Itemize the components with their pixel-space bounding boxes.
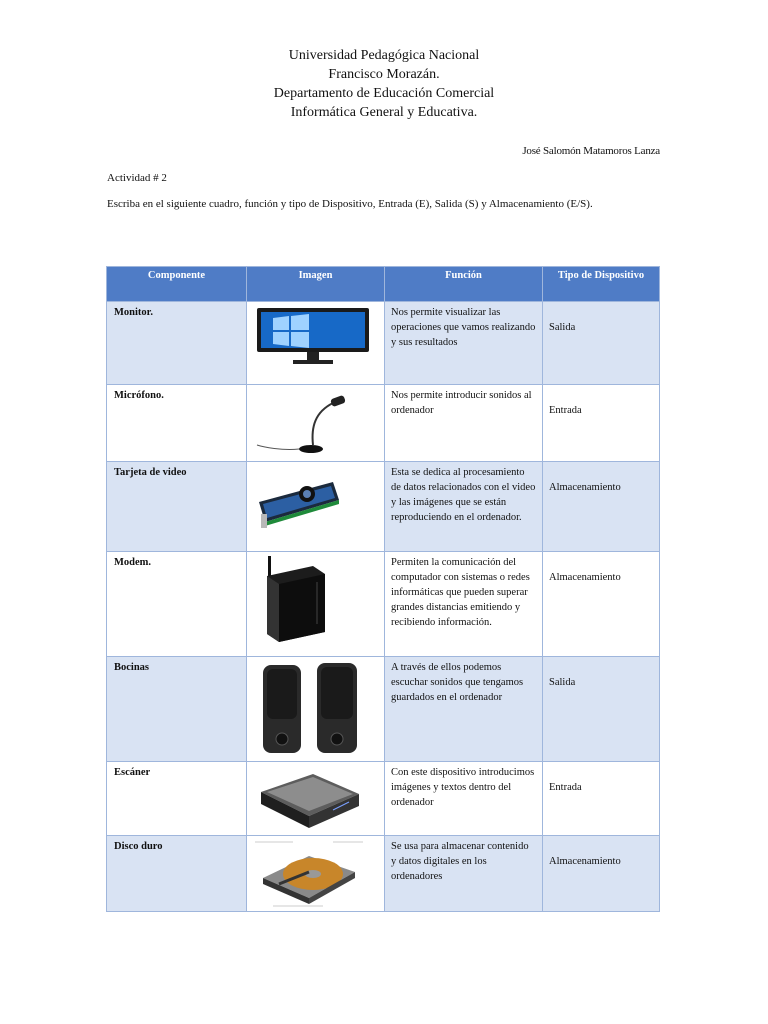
- header-image: Imagen: [247, 267, 385, 302]
- university-subtitle: Francisco Morazán.: [328, 67, 440, 82]
- hard-disk-image: [253, 838, 365, 910]
- function-cell: Permiten la comunicación del computador con sistemas o redes informáticas que pueden superar grandes distancias emitiendo y recibiendo información.: [385, 552, 543, 657]
- monitor-image: [253, 304, 373, 368]
- function-cell: Se usa para almacenar contenido y datos digitales en los ordenadores: [385, 836, 543, 912]
- type-cell: Almacenamiento: [543, 462, 660, 552]
- document-header: [0, 46, 768, 122]
- function-cell: Esta se dedica al procesamiento de datos relacionados con el video y las imágenes que se están reproduciendo en el ordenador.: [385, 462, 543, 552]
- type-cell: Entrada: [543, 385, 660, 462]
- component-cell: Escáner: [107, 762, 247, 836]
- image-cell: [247, 836, 385, 912]
- image-cell: [247, 385, 385, 462]
- function-cell: Nos permite introducir sonidos al ordenador: [385, 385, 543, 462]
- university-name: Universidad Pedagógica Nacional: [288, 48, 480, 63]
- image-cell: [247, 302, 385, 385]
- function-cell: Con este dispositivo introducimos imágenes y textos dentro del ordenador: [385, 762, 543, 836]
- function-cell: A través de ellos podemos escuchar sonidos que tengamos guardados en el ordenador: [385, 657, 543, 762]
- department-name: Departamento de Educación Comercial: [273, 86, 495, 101]
- table-row: [107, 657, 660, 762]
- function-cell: Nos permite visualizar las operaciones que vamos realizando y sus resultados: [385, 302, 543, 385]
- author-name: José Salomón Matamoros Lanza: [522, 145, 660, 157]
- scanner-image: [253, 764, 365, 834]
- instructions-text: Escriba en el siguiente cuadro, función y tipo de Dispositivo, Entrada (E), Salida (S) y Almacenamiento (E/S).: [107, 198, 593, 210]
- component-cell: Disco duro: [107, 836, 247, 912]
- header-component: Componente: [107, 267, 247, 302]
- speakers-image: [253, 659, 365, 759]
- header-type: Tipo de Dispositivo: [543, 267, 660, 302]
- component-cell: Bocinas: [107, 657, 247, 762]
- video-card-image: [253, 464, 343, 544]
- image-cell: [247, 552, 385, 657]
- table-row: [107, 385, 660, 462]
- component-cell: Modem.: [107, 552, 247, 657]
- modem-image: [253, 554, 333, 646]
- type-cell: Salida: [543, 302, 660, 385]
- component-cell: Monitor.: [107, 302, 247, 385]
- component-cell: Micrófono.: [107, 385, 247, 462]
- table-row: [107, 302, 660, 385]
- course-name: Informática General y Educativa.: [290, 105, 478, 120]
- type-cell: Almacenamiento: [543, 552, 660, 657]
- image-cell: [247, 657, 385, 762]
- image-cell: [247, 462, 385, 552]
- table-header-row: [107, 267, 660, 302]
- devices-table: [106, 266, 660, 912]
- activity-title: Actividad # 2: [107, 172, 167, 184]
- component-cell: Tarjeta de video: [107, 462, 247, 552]
- table-row: [107, 762, 660, 836]
- microphone-image: [253, 387, 373, 457]
- type-cell: Entrada: [543, 762, 660, 836]
- table-row: [107, 552, 660, 657]
- type-cell: Salida: [543, 657, 660, 762]
- type-cell: Almacenamiento: [543, 836, 660, 912]
- header-function: Función: [385, 267, 543, 302]
- table-row: [107, 836, 660, 912]
- image-cell: [247, 762, 385, 836]
- table-row: [107, 462, 660, 552]
